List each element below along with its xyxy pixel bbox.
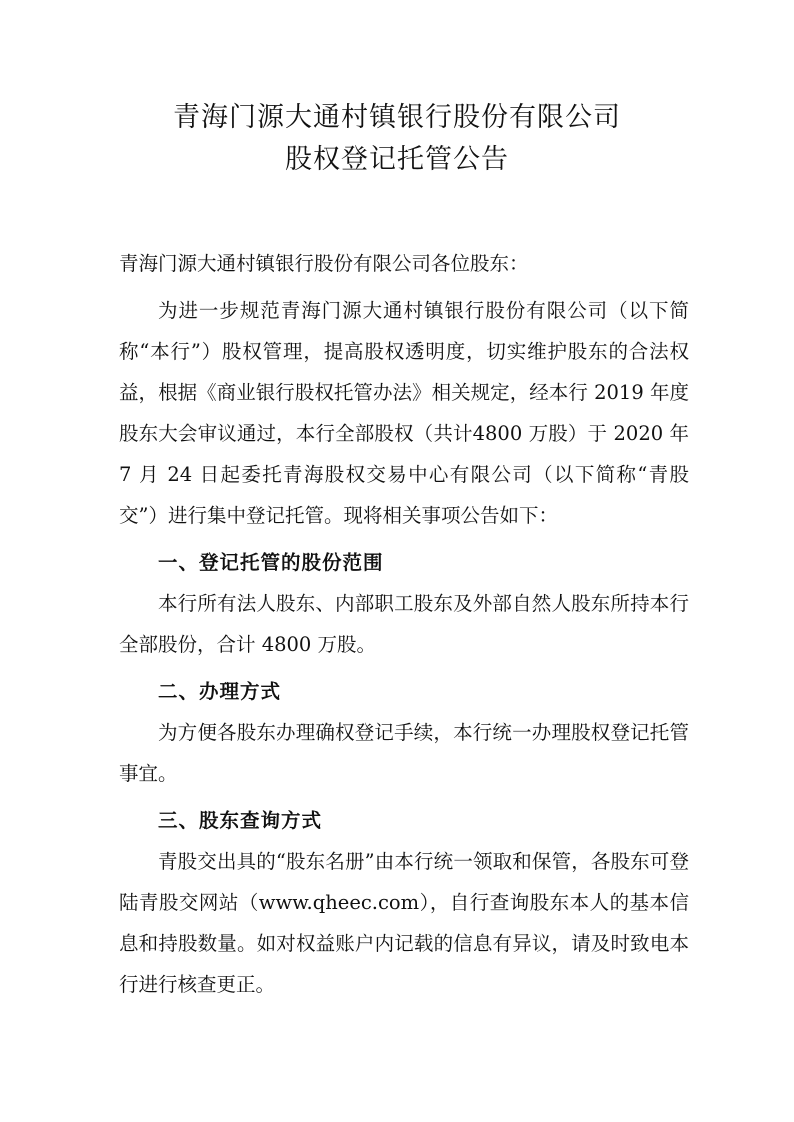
section-heading-1: 一、登记托管的股份范围 [158, 551, 384, 574]
intro-paragraph: 为进一步规范青海门源大通村镇银行股份有限公司（以下简称“本行”）股权管理，提高股权透明度，切实维护股东的合法权益，根据《商业银行股权托管办法》相关规定，经本行 2019 年度股东大会审议通过，本行全部股权（共计4800 万股）于 2020 年 7 月 24 日起委托青海股权交易中心有限公司（以下简称“青股交”）进行集中登记托管。现将相关事项公告如下： [119, 299, 689, 527]
section-text-2: 为方便各股东办理确权登记手续，本行统一办理股权登记托管事宜。 [119, 721, 689, 785]
document-title-line1: 青海门源大通村镇银行股份有限公司 [173, 102, 621, 133]
document-body [119, 243, 689, 1005]
salutation: 青海门源大通村镇银行股份有限公司各位股东： [119, 252, 529, 275]
document-title-line2: 股权登记托管公告 [285, 144, 509, 175]
section-heading-3: 三、股东查询方式 [158, 809, 323, 832]
section-text-1: 本行所有法人股东、内部职工股东及外部自然人股东所持本行全部股份，合计 4800 万股。 [119, 592, 689, 656]
section-heading-2: 二、办理方式 [158, 680, 282, 703]
section-text-3: 青股交出具的“股东名册”由本行统一领取和保管，各股东可登陆青股交网站（www.qheec.com），自行查询股东本人的基本信息和持股数量。如对权益账户内记载的信息有异议，请及时致电本行进行核查更正。 [119, 850, 689, 996]
